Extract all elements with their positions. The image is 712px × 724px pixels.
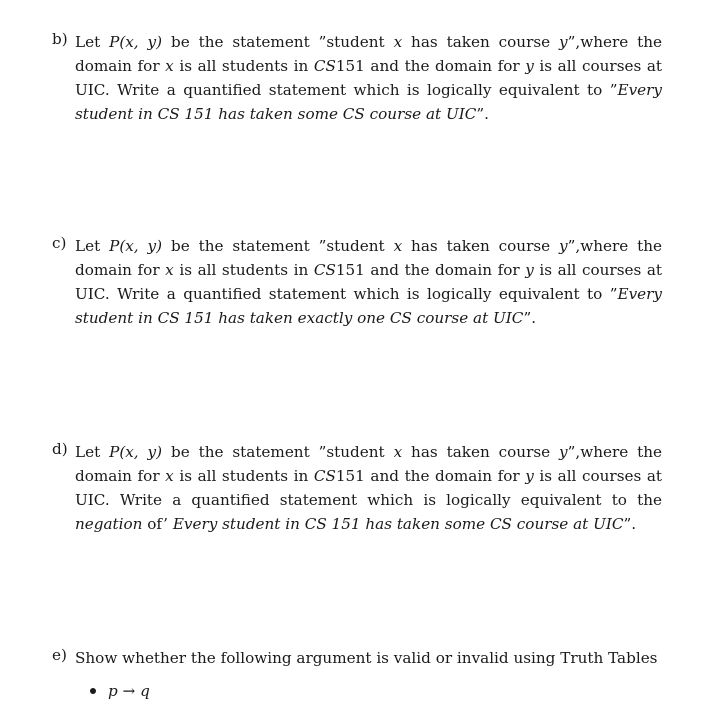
problem-label: e) bbox=[52, 646, 67, 664]
problem-label: c) bbox=[52, 234, 67, 252]
problem-e bbox=[52, 646, 662, 670]
problem-label: b) bbox=[52, 30, 68, 48]
negation-word: negation bbox=[75, 515, 143, 533]
list-item bbox=[90, 682, 150, 700]
problem-d bbox=[52, 440, 662, 536]
bullet-icon bbox=[90, 688, 96, 694]
premise-formula: p → q bbox=[108, 682, 150, 700]
problem-text: Let P(x, y) be the statement ”student x has taken course y”,where the domain for x is all students in CS151 and the domain for y is all courses at UIC. Write a quantified statement which is logically equivalent to ”Every student in CS 151 has taken exactly one CS course at UIC”. bbox=[75, 237, 663, 327]
problem-text: Let P(x, y) be the statement ”student x has taken course y”,where the domain for x is all students in CS151 and the domain for y is all courses at UIC. Write a quantified statement which is logically equivalent to ”Every student in CS 151 has taken some CS course at UIC”. bbox=[75, 33, 663, 123]
problem-text: Show whether the following argument is valid or invalid using Truth Tables bbox=[75, 649, 658, 667]
problem-b bbox=[52, 30, 662, 126]
problem-label: d) bbox=[52, 440, 68, 458]
problem-text: Let P(x, y) be the statement ”student x has taken course y”,where the domain for x is all students in CS151 and the domain for y is all courses at UIC. Write a quantified statement which is logically equivalent to the negation of’ Every student in CS 151 has taken some CS course at UIC”. bbox=[75, 443, 663, 533]
quoted-statement: Every student in CS 151 has taken some CS course at UIC bbox=[172, 515, 624, 533]
quoted-statement: Every student in CS 151 has taken some CS course at UIC bbox=[75, 81, 662, 123]
premise-list bbox=[90, 682, 150, 700]
quoted-statement: Every student in CS 151 has taken exactly one CS course at UIC bbox=[75, 285, 662, 327]
problem-c bbox=[52, 234, 662, 330]
